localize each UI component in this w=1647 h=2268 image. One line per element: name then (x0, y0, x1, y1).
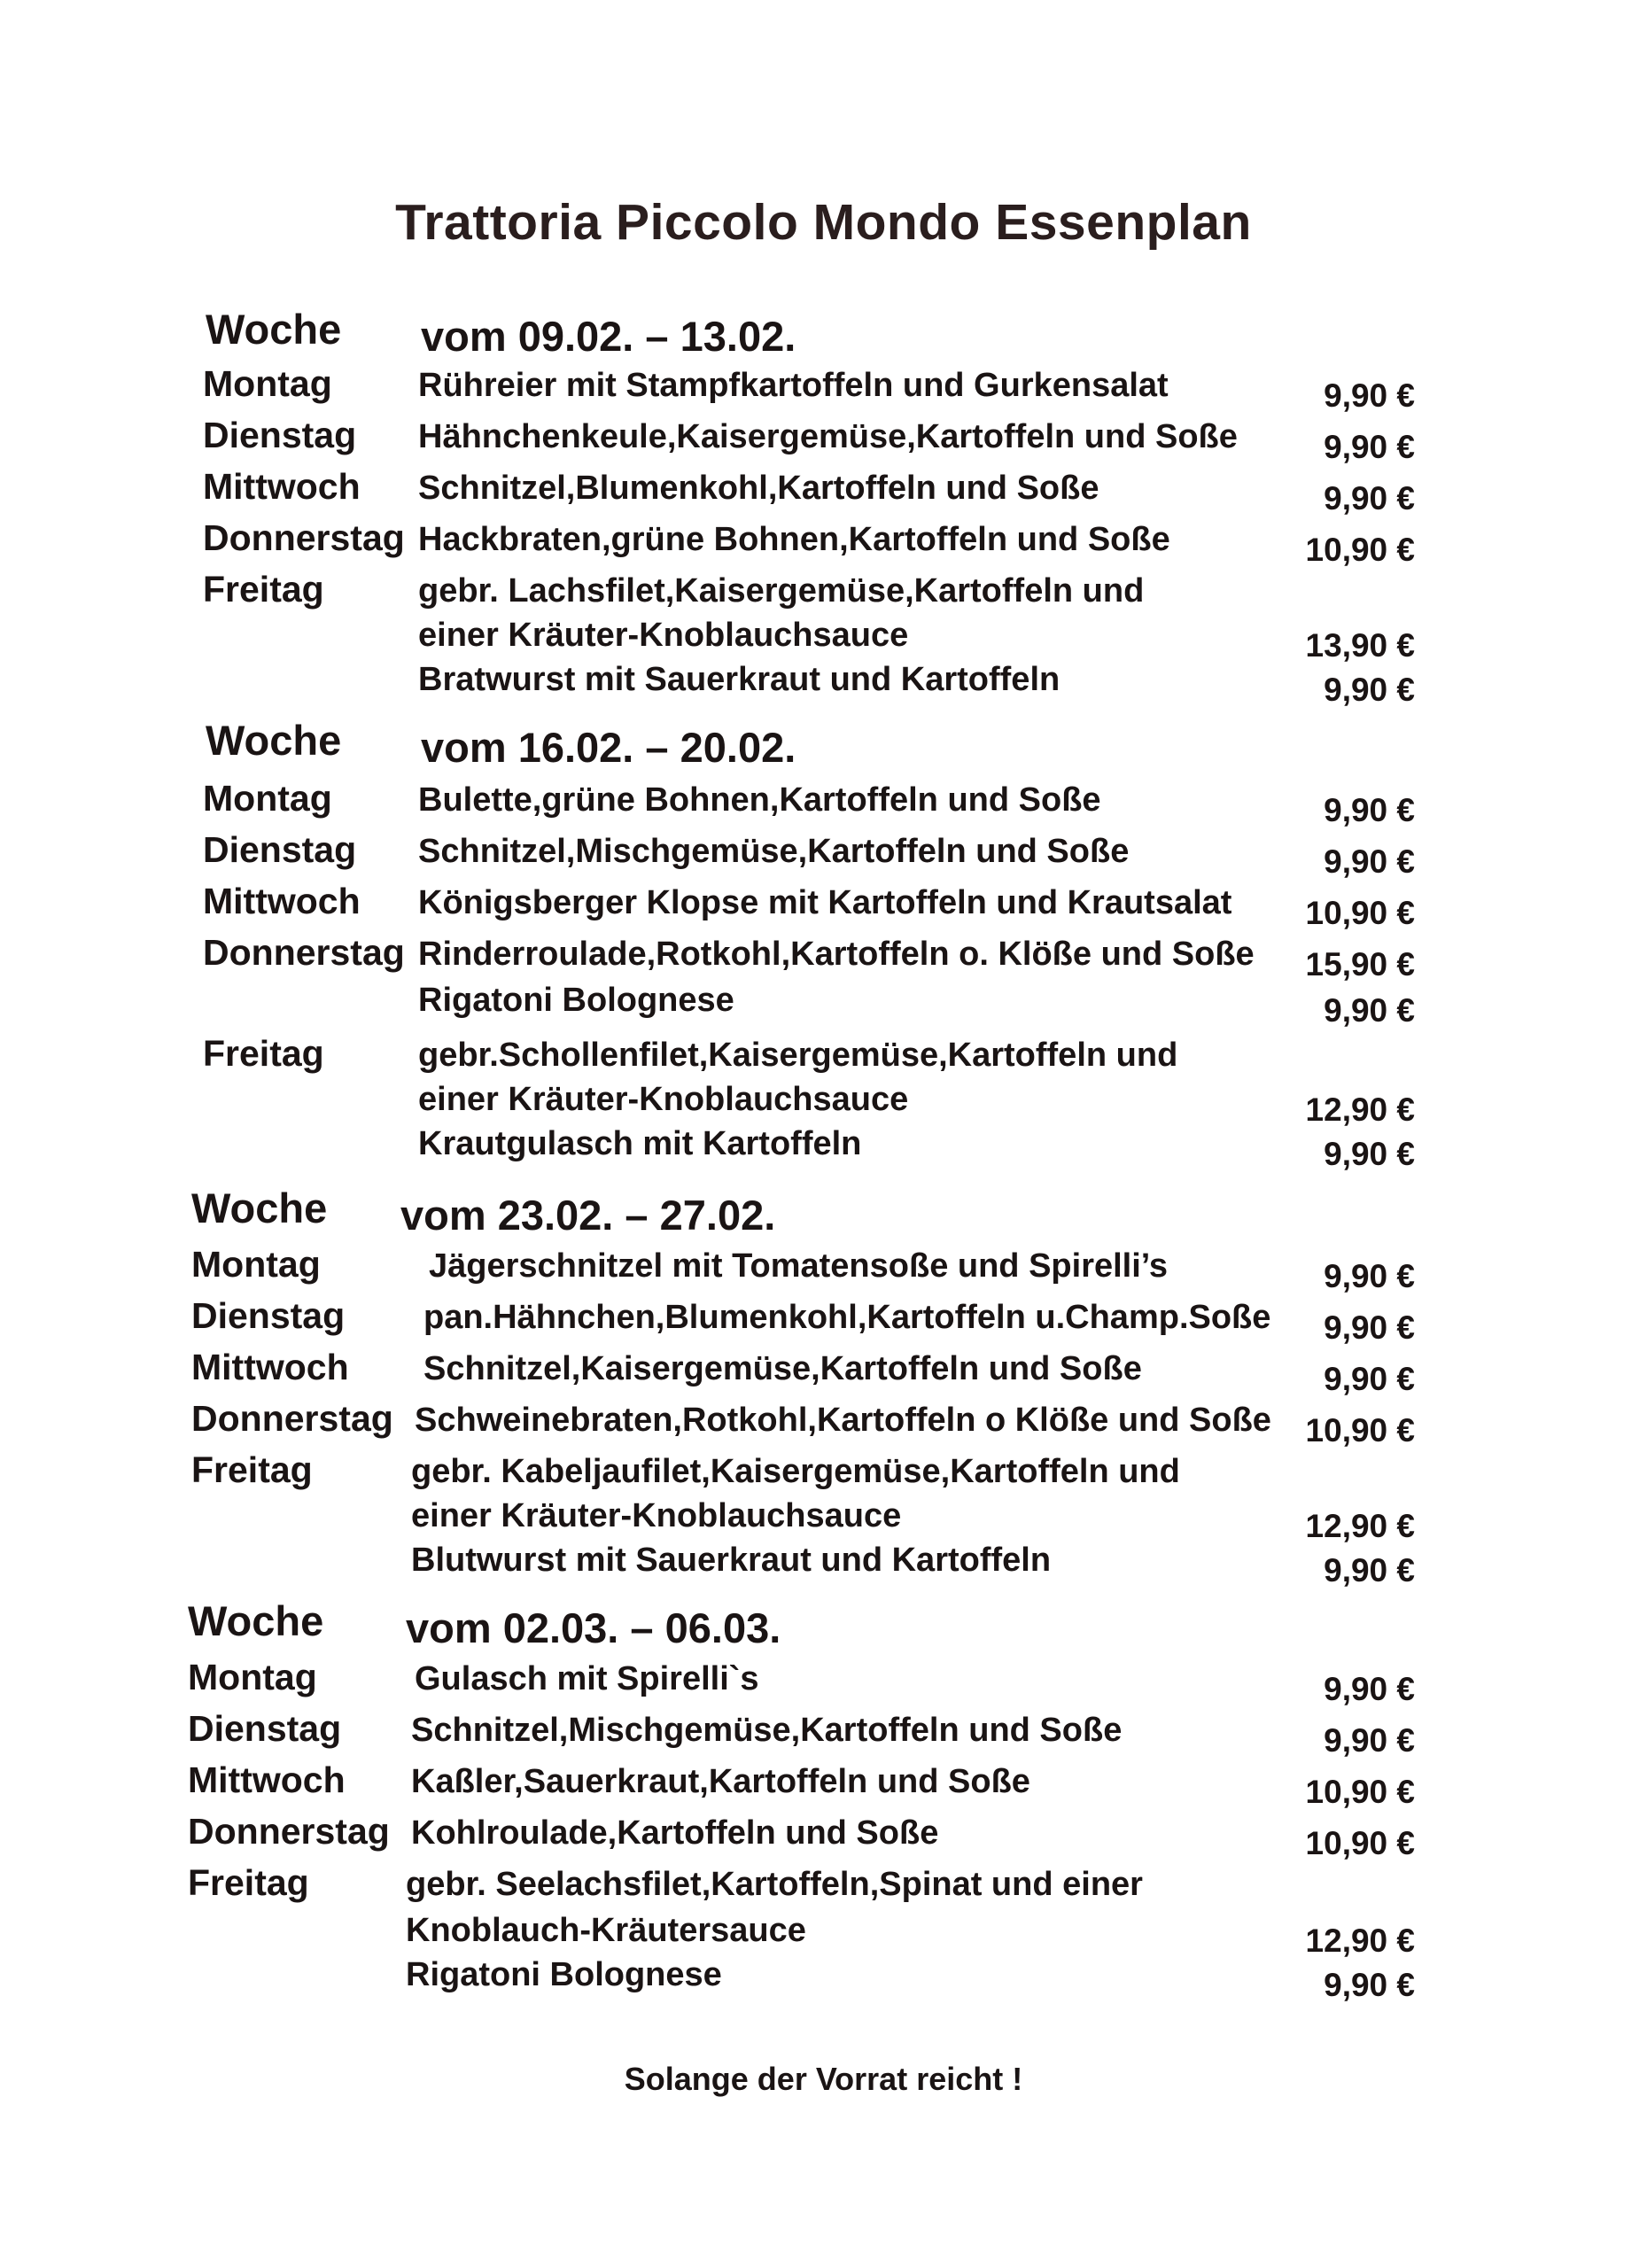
menu-row (0, 982, 1647, 1033)
menu-row (0, 1956, 1647, 2008)
dish-text: Rinderroulade,Rotkohl,Kartoffeln o. Klöße und Soße (418, 936, 1255, 973)
day-label: Mittwoch (203, 466, 361, 507)
day-label: Freitag (188, 1862, 309, 1903)
day-label: Mittwoch (191, 1347, 349, 1387)
day-label: Montag (203, 778, 332, 819)
week-range: vom 23.02. – 27.02. (400, 1192, 776, 1239)
menu-row (0, 1542, 1647, 1593)
menu-row (0, 778, 1647, 833)
dish-text: Krautgulasch mit Kartoffeln (418, 1125, 862, 1162)
day-label: Dienstag (191, 1295, 346, 1336)
week-label: Woche (188, 1597, 324, 1644)
menu-row (0, 1347, 1647, 1402)
dish-text: einer Kräuter-Knoblauchsauce (418, 1081, 909, 1118)
price-text: 9,90 € (1324, 1136, 1415, 1172)
dish-text: Schnitzel,Mischgemüse,Kartoffeln und Soße (411, 1712, 1123, 1749)
menu-row (0, 1862, 1647, 1917)
footer-note: Solange der Vorrat reicht ! (624, 2061, 1023, 2097)
menu-row (0, 517, 1647, 572)
dish-text: Gulasch mit Spirelli`s (415, 1660, 759, 1697)
day-label: Dienstag (188, 1708, 342, 1749)
day-label: Dienstag (203, 415, 357, 455)
dish-text: Bulette,grüne Bohnen,Kartoffeln und Soße (418, 781, 1101, 819)
dish-text: Schnitzel,Blumenkohl,Kartoffeln und Soße (418, 470, 1099, 507)
dish-text: einer Kräuter-Knoblauchsauce (411, 1497, 902, 1534)
price-text: 9,90 € (1324, 672, 1415, 708)
week-range: vom 16.02. – 20.02. (421, 724, 796, 771)
page-title: Trattoria Piccolo Mondo Essenplan (395, 194, 1252, 251)
price-text: 10,90 € (1305, 532, 1415, 568)
price-text: 9,90 € (1324, 1552, 1415, 1588)
price-text: 12,90 € (1305, 1922, 1415, 1959)
dish-text: gebr. Lachsfilet,Kaisergemüse,Kartoffeln und (418, 572, 1145, 610)
day-label: Freitag (203, 1033, 324, 1074)
menu-row (0, 415, 1647, 470)
dish-text: Königsberger Klopse mit Kartoffeln und Krautsalat (418, 884, 1232, 921)
menu-row (0, 881, 1647, 936)
price-text: 9,90 € (1324, 843, 1415, 880)
day-label: Donnerstag (203, 517, 405, 558)
price-text: 10,90 € (1305, 895, 1415, 931)
price-text: 12,90 € (1305, 1091, 1415, 1128)
menu-row (0, 1811, 1647, 1866)
week-label: Woche (191, 1184, 328, 1231)
price-text: 9,90 € (1324, 480, 1415, 517)
week-header (0, 1596, 1647, 1653)
day-label: Donnerstag (188, 1811, 390, 1852)
day-label: Freitag (191, 1449, 313, 1490)
price-text: 9,90 € (1324, 1361, 1415, 1397)
dish-text: Kohlroulade,Kartoffeln und Soße (411, 1814, 939, 1852)
day-label: Donnerstag (203, 932, 405, 973)
dish-text: Schweinebraten,Rotkohl,Kartoffeln o Klöße und Soße (415, 1402, 1271, 1439)
week-header (0, 305, 1647, 361)
week-header (0, 1184, 1647, 1240)
week-label: Woche (206, 717, 342, 764)
dish-text: Schnitzel,Kaisergemüse,Kartoffeln und Soße (423, 1350, 1142, 1387)
menu-row (0, 363, 1647, 418)
dish-text: pan.Hähnchen,Blumenkohl,Kartoffeln u.Champ.Soße (423, 1299, 1271, 1336)
dish-text: Rigatoni Bolognese (418, 982, 734, 1019)
price-text: 9,90 € (1324, 1967, 1415, 2003)
price-text: 12,90 € (1305, 1508, 1415, 1544)
week-range: vom 09.02. – 13.02. (421, 313, 796, 360)
dish-text: gebr. Kabeljaufilet,Kaisergemüse,Kartoffeln und (411, 1453, 1180, 1490)
dish-text: gebr.Schollenfilet,Kaisergemüse,Kartoffeln und (418, 1037, 1178, 1074)
menu-row (0, 466, 1647, 521)
menu-row (0, 1657, 1647, 1712)
price-text: 13,90 € (1305, 627, 1415, 664)
menu-row (0, 1759, 1647, 1814)
week-label: Woche (206, 306, 342, 353)
dish-text: Hackbraten,grüne Bohnen,Kartoffeln und Soße (418, 521, 1170, 558)
price-text: 9,90 € (1324, 1722, 1415, 1759)
dish-text: gebr. Seelachsfilet,Kartoffeln,Spinat und einer (406, 1866, 1143, 1903)
menu-row (0, 1125, 1647, 1177)
dish-text: Jägerschnitzel mit Tomatensoße und Spirelli’s (429, 1247, 1169, 1285)
dish-text: Blutwurst mit Sauerkraut und Kartoffeln (411, 1542, 1052, 1579)
price-text: 9,90 € (1324, 377, 1415, 414)
week-header (0, 716, 1647, 773)
dish-text: Rühreier mit Stampfkartoffeln und Gurkensalat (418, 367, 1169, 404)
price-text: 10,90 € (1305, 1825, 1415, 1861)
day-label: Montag (188, 1657, 317, 1697)
price-text: 9,90 € (1324, 429, 1415, 465)
price-text: 9,90 € (1324, 1671, 1415, 1707)
dish-text: Schnitzel,Mischgemüse,Kartoffeln und Soße (418, 833, 1130, 870)
menu-row (0, 1295, 1647, 1350)
menu-row (0, 1708, 1647, 1763)
day-label: Mittwoch (188, 1759, 346, 1800)
day-label: Mittwoch (203, 881, 361, 921)
price-text: 9,90 € (1324, 1309, 1415, 1346)
day-label: Dienstag (203, 829, 357, 870)
price-text: 9,90 € (1324, 992, 1415, 1029)
price-text: 9,90 € (1324, 792, 1415, 828)
day-label: Montag (203, 363, 332, 404)
day-label: Freitag (203, 569, 324, 610)
dish-text: einer Kräuter-Knoblauchsauce (418, 617, 909, 654)
menu-row (0, 1244, 1647, 1299)
day-label: Donnerstag (191, 1398, 393, 1439)
dish-text: Bratwurst mit Sauerkraut und Kartoffeln (418, 661, 1060, 698)
dish-text: Rigatoni Bolognese (406, 1956, 722, 1993)
price-text: 10,90 € (1305, 1412, 1415, 1449)
menu-row (0, 829, 1647, 884)
price-text: 15,90 € (1305, 946, 1415, 983)
menu-row (0, 661, 1647, 712)
week-range: vom 02.03. – 06.03. (406, 1604, 781, 1651)
price-text: 10,90 € (1305, 1774, 1415, 1810)
menu-row (0, 1398, 1647, 1453)
price-text: 9,90 € (1324, 1258, 1415, 1294)
dish-text: Hähnchenkeule,Kaisergemüse,Kartoffeln und Soße (418, 418, 1238, 455)
dish-text: Kaßler,Sauerkraut,Kartoffeln und Soße (411, 1763, 1030, 1800)
menu-row (0, 932, 1647, 987)
day-label: Montag (191, 1244, 321, 1285)
dish-text: Knoblauch-Kräutersauce (406, 1912, 806, 1949)
